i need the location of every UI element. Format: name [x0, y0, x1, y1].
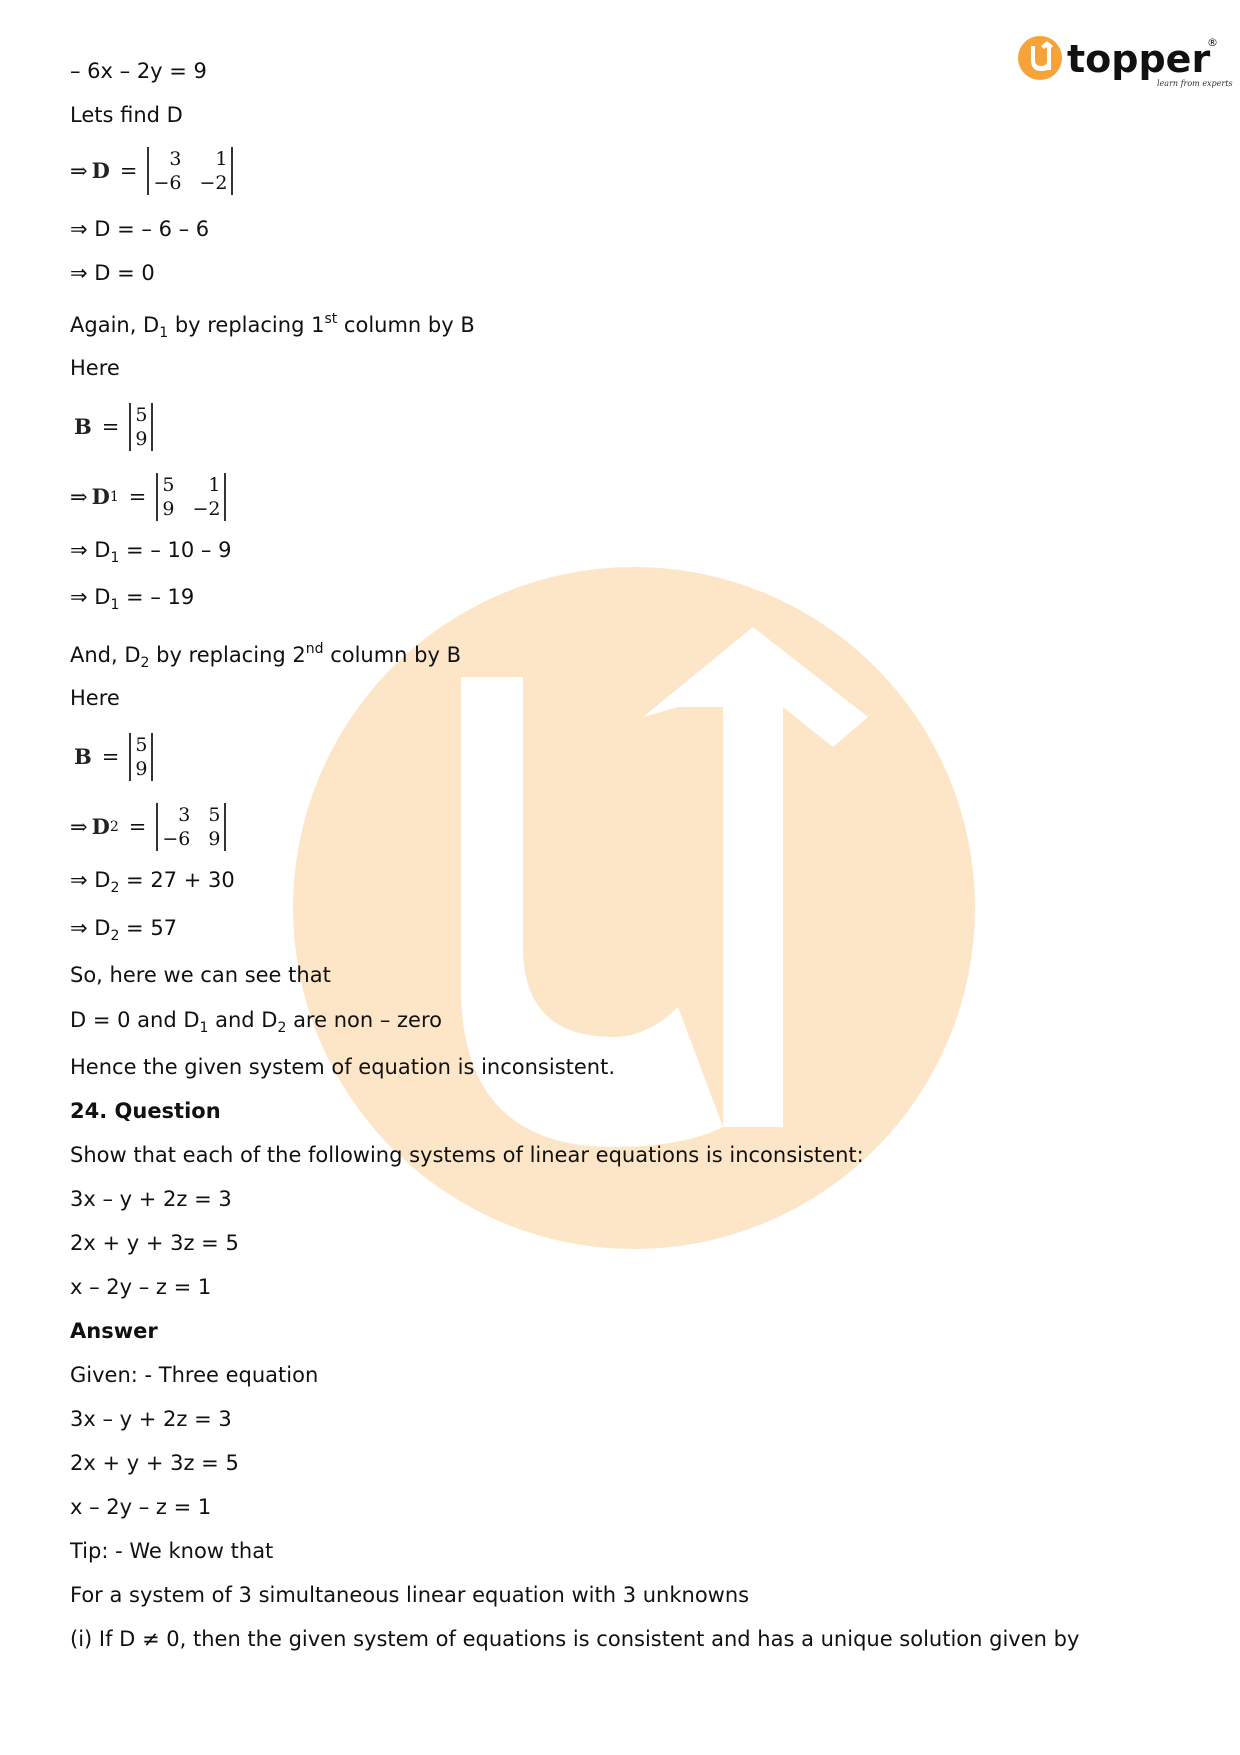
- text-line: ⇒ $D_2 = 57$: [70, 916, 178, 944]
- text-line: Again, $D_1$ by replacing 1st column by B: [70, 311, 475, 341]
- text-line: ⇒ D = 0: [70, 261, 155, 285]
- determinant-d1: ⇒ D 1 = 5 1 9 −2: [70, 473, 226, 521]
- text-line: Hence the given system of equation is inconsistent.: [70, 1055, 616, 1079]
- text-line: Given: - Three equation: [70, 1363, 319, 1387]
- brand-tagline: learn from experts: [1157, 79, 1233, 88]
- text-line: Lets find D: [70, 103, 183, 127]
- determinant-d2: ⇒ D 2 = 3 5 −6 9: [70, 803, 226, 851]
- question-text: Show that each of the following systems of linear equations is inconsistent:: [70, 1143, 864, 1167]
- brand-name: topper: [1067, 37, 1211, 81]
- matrix: 3 1 −6 −2: [147, 147, 233, 195]
- determinant-d: ⇒ D = 3 1 −6 −2: [70, 147, 233, 195]
- document-body: [70, 0, 1170, 1755]
- question-title: 24. Question: [70, 1099, 221, 1123]
- text-line: Here: [70, 356, 120, 380]
- equation: 2x + y + 3z = 5: [70, 1231, 239, 1255]
- text-line: (i) If D ≠ 0, then the given system of equations is consistent and has a unique solution given by: [70, 1627, 1080, 1651]
- registered-mark: ®: [1207, 36, 1218, 49]
- text-line: ⇒ D = – 6 – 6: [70, 217, 210, 241]
- matrix: 5 9: [129, 733, 153, 781]
- text-line: And, $D_2$ by replacing 2nd column by B: [70, 641, 462, 671]
- equation: 3x – y + 2z = 3: [70, 1407, 232, 1431]
- text-line: – 6x – 2y = 9: [70, 59, 207, 83]
- text-line: Here: [70, 686, 120, 710]
- text-line: For a system of 3 simultaneous linear equation with 3 unknowns: [70, 1583, 750, 1607]
- equation: x – 2y – z = 1: [70, 1275, 212, 1299]
- matrix: 5 1 9 −2: [156, 473, 226, 521]
- brand-logo: [1017, 32, 1233, 98]
- matrix-b: B = 5 9: [70, 733, 153, 781]
- answer-heading: Answer: [70, 1319, 158, 1343]
- text-line: ⇒ $D_2 = 27 + 30$: [70, 868, 235, 896]
- text-line: ⇒ $D_1$ = – 10 – 9: [70, 538, 232, 566]
- matrix-b: B = 5 9: [70, 403, 153, 451]
- equation: 3x – y + 2z = 3: [70, 1187, 232, 1211]
- text-line: So, here we can see that: [70, 963, 331, 987]
- text-line: ⇒ $D_1$ = – 19: [70, 585, 195, 613]
- equation: x – 2y – z = 1: [70, 1495, 212, 1519]
- equation: 2x + y + 3z = 5: [70, 1451, 239, 1475]
- matrix: 3 5 −6 9: [156, 803, 226, 851]
- text-line: Tip: - We know that: [70, 1539, 274, 1563]
- text-line: D = 0 and $D_1$ and $D_2$ are non – zero: [70, 1008, 442, 1036]
- matrix: 5 9: [129, 403, 153, 451]
